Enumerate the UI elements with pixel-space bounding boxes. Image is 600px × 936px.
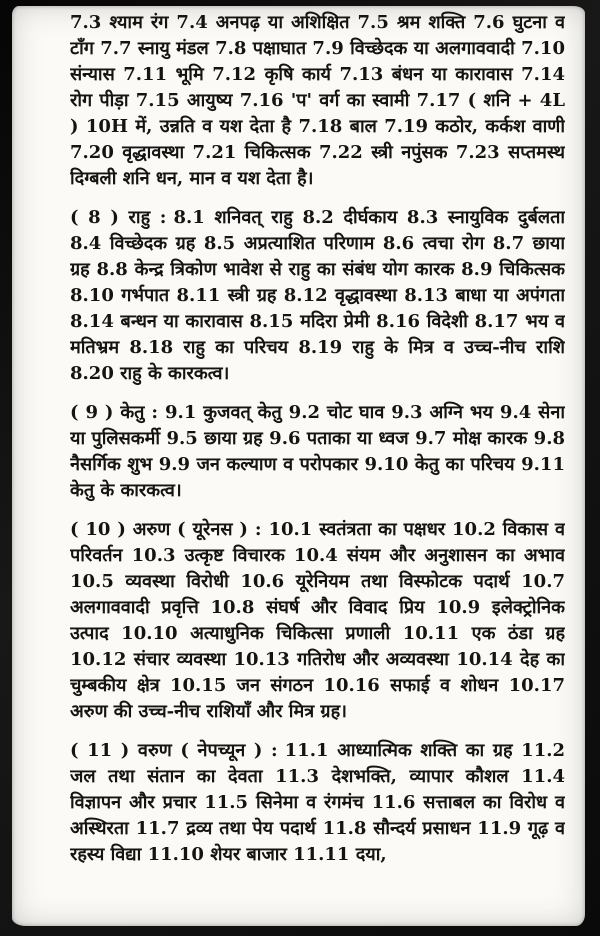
para-varun-neptune — [70, 738, 565, 868]
section-heading-ketu: ( 9 ) केतु : — [70, 402, 159, 423]
para-ketu — [70, 400, 565, 504]
para-rahu — [70, 205, 565, 387]
para-shani-continued — [70, 10, 565, 192]
paragraph-text: 7.3 श्याम रंग 7.4 अनपढ़ या अशिक्षित 7.5 श्रम शक्ति 7.6 घुटना व टाँग 7.7 स्नायु मंडल 7.8 पक्षाघात 7.9 विच्छेदक या अलगाववादी 7.10 संन्यास 7.11 भूमि 7.12 कृषि कार्य 7.13 बंधन या कारावास 7.14 रोग पीड़ा 7.15 आयुष्य 7.16 'प' वर्ग का स्वामी 7.17 ( शनि + 4L ) 10H में, उन्नति व यश देता है 7.18 बाल 7.19 कठोर, कर्कश वाणी 7.20 वृद्धावस्था 7.21 चिकित्सक 7.22 स्त्री नपुंसक 7.23 सप्तमस्थ दिग्बली शनि धन, मान व यश देता है। — [70, 12, 565, 189]
page-text — [70, 8, 565, 924]
paragraph-text: 8.1 शनिवत् राहु 8.2 दीर्घकाय 8.3 स्नायुविक दुर्बलता 8.4 विच्छेदक ग्रह 8.5 अप्रत्याशित परिणाम 8.6 त्वचा रोग 8.7 छाया ग्रह 8.8 केन्द्र त्रिकोण भावेश से राहु का संबंध योग कारक 8.9 चिकित्सक 8.10 गर्भपात 8.11 स्त्री ग्रह 8.12 वृद्धावस्था 8.13 बाधा या अपंगता 8.14 बन्धन या कारावास 8.15 मदिरा प्रेमी 8.16 विदेशी 8.17 भय व मतिभ्रम 8.18 राहु का परिचय 8.19 राहु के मित्र व उच्च-नीच राशि 8.20 राहु के कारकत्व। — [70, 207, 565, 384]
section-heading-rahu: ( 8 ) राहु : — [70, 207, 167, 228]
paragraph-text: 10.1 स्वतंत्रता का पक्षधर 10.2 विकास व परिवर्तन 10.3 उत्कृष्ट विचारक 10.4 संयम और अनुशासन का अभाव 10.5 व्यवस्था विरोधी 10.6 यूरेनियम तथा विस्फोटक पदार्थ 10.7 अलगाववादी प्रवृत्ति 10.8 संघर्ष और विवाद प्रिय 10.9 इलेक्ट्रोनिक उत्पाद 10.10 अत्याधुनिक चिकित्सा प्रणाली 10.11 एक ठंडा ग्रह 10.12 संचार व्यवस्था 10.13 गतिरोध और अव्यवस्था 10.14 देह का चुम्बकीय क्षेत्र 10.15 जन संगठन 10.16 सफाई व शोधन 10.17 अरुण की उच्च-नीच राशियाँ और मित्र ग्रह। — [70, 519, 565, 722]
paragraph-text: 9.1 कुजवत् केतु 9.2 चोट घाव 9.3 अग्नि भय 9.4 सेना या पुलिसकर्मी 9.5 छाया ग्रह 9.6 पताका या ध्वज 9.7 मोक्ष कारक 9.8 नैसर्गिक शुभ 9.9 जन कल्याण व परोपकार 9.10 केतु का परिचय 9.11 केतु के कारकत्व। — [70, 402, 565, 501]
section-heading-varun: ( 11 ) वरुण ( नेपच्यून ) : — [70, 740, 278, 761]
section-heading-arun: ( 10 ) अरुण ( यूरेनस ) : — [70, 519, 262, 540]
book-page — [12, 6, 585, 926]
paragraph-text: 11.1 आध्यात्मिक शक्ति का ग्रह 11.2 जल तथा संतान का देवता 11.3 देशभक्ति, व्यापार कौशल 11.4 विज्ञापन और प्रचार 11.5 सिनेमा व रंगमंच 11.6 सत्ताबल का विरोध व अस्थिरता 11.7 द्रव्य तथा पेय पदार्थ 11.8 सौन्दर्य प्रसाधन 11.9 गूढ़ व रहस्य विद्या 11.10 शेयर बाजार 11.11 दया, — [70, 740, 565, 865]
para-arun-uranus — [70, 517, 565, 725]
